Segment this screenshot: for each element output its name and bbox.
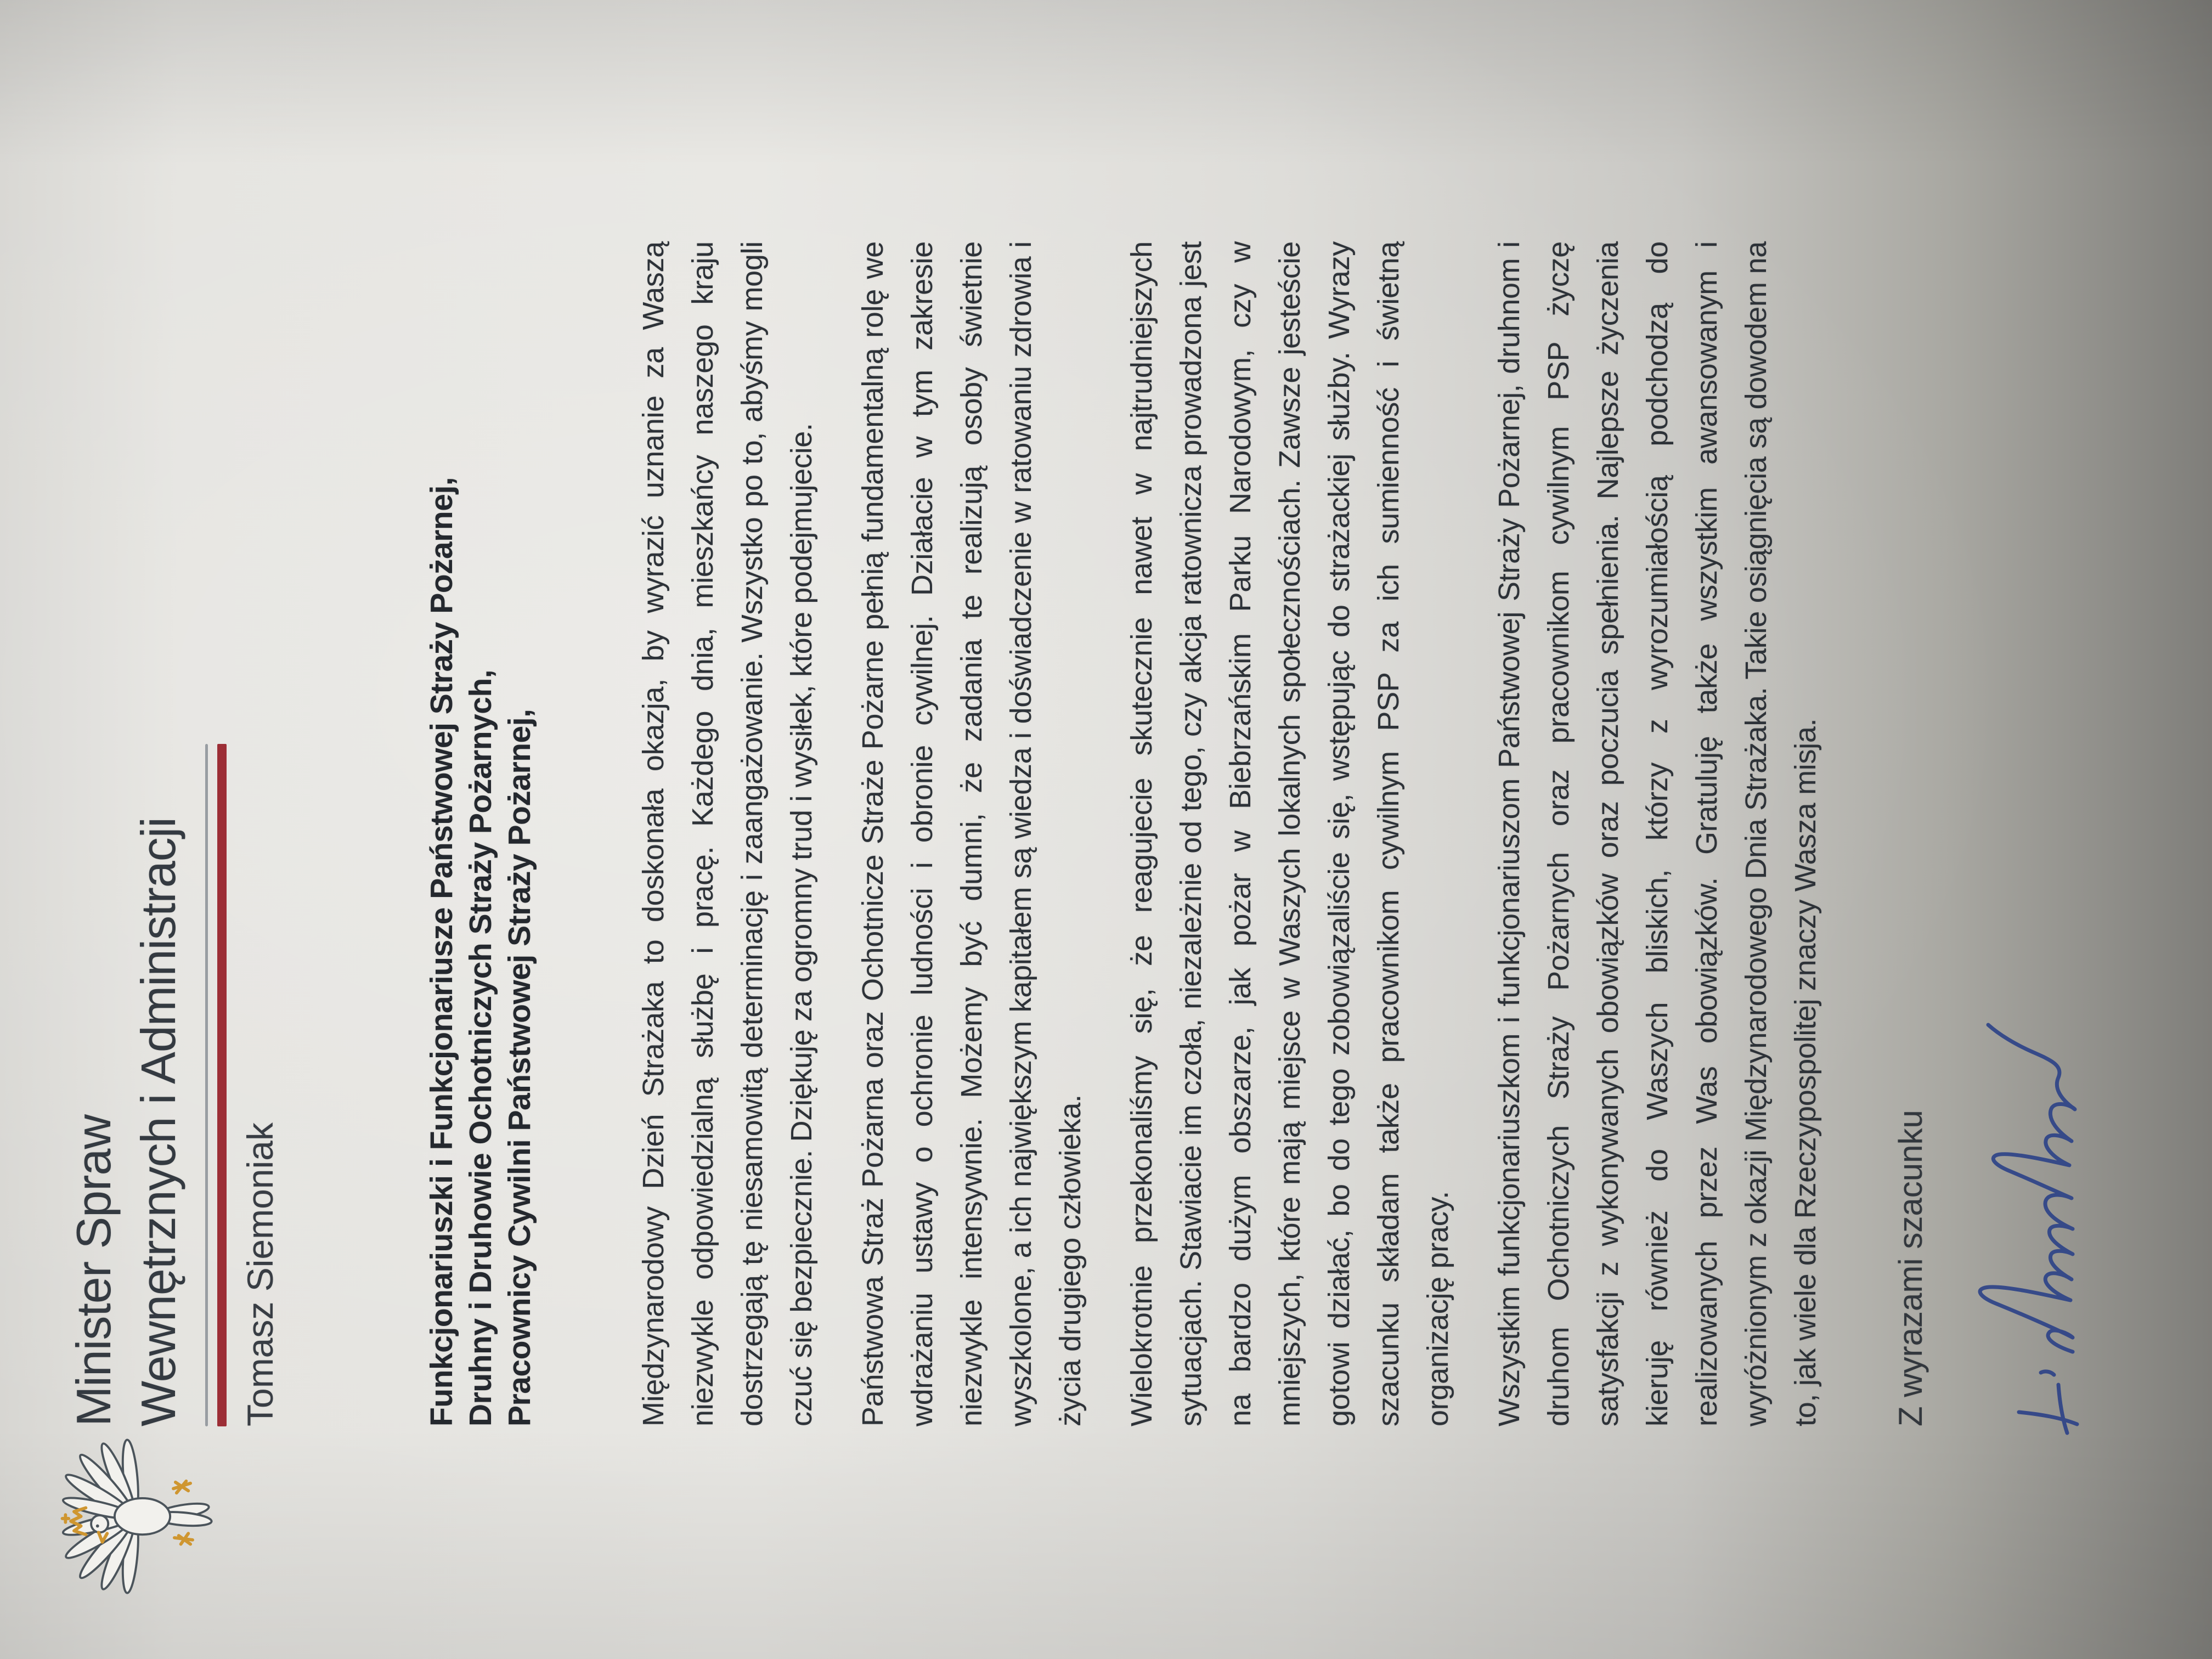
- paragraph-3: Wielokrotnie przekonaliśmy się, że reagujecie skutecznie nawet w najtrudniejszych sytuacjach. Stawiacie im czoła, niezależnie od tego, czy akcja ratownicza prowadzona jest na bardzo dużym obszarze, jak pożar w Biebrzańskim Parku Narodowym, czy w mniejszych, które mają miejsce w Waszych lokalnych społecznościach. Zawsze jesteście gotowi działać, bo do tego zobowiązaliście się, wstępując do strażackiej służby. Wyrazy szacunku składam także pracownikom cywilnym PSP za ich sumienność i świetną organizację pracy.: [1125, 241, 1454, 1426]
- salutation-line: Druhny i Druhowie Ochotniczych Straży Pożarnych,: [463, 669, 498, 1426]
- paragraph-1: Międzynarodowy Dzień Strażaka to doskonała okazja, by wyrazić uznanie za Waszą niezwykle odpowiedzialną służbę i pracę. Każdego dnia, mieszkańcy naszego kraju dostrzegają tę niesamowitą determinację i zaangażowanie. Wszystko po to, abyśmy mogli czuć się bezpiecznie. Dziękuję za ogromny trud i wysiłek, które podejmujecie.: [637, 241, 818, 1426]
- paragraph-2: Państwowa Straż Pożarna oraz Ochotnicze Straże Pożarne pełnią fundamentalną rolę we wdrażaniu ustawy o ochronie ludności i obronie cywilnej. Działacie w tym zakresie niezwykle intensywnie. Możemy być dumni, że zadania te realizują osoby świetnie wyszkolone, a ich największym kapitałem są wiedza i doświadczenie w ratowaniu zdrowia i życia drugiego człowieka.: [856, 241, 1087, 1426]
- letterhead-rule-red: [217, 744, 227, 1426]
- letter-body: [629, 241, 1852, 1426]
- valediction: Z wyrazami szacunku: [1892, 1110, 1929, 1426]
- salutation-block: [422, 477, 539, 1426]
- polish-eagle-coat-of-arms-icon: [53, 1437, 213, 1598]
- letterhead-rule-gray: [205, 744, 208, 1426]
- letterhead-title-line2: Wewnętrznych i Administracji: [131, 817, 185, 1426]
- minister-name: Tomasz Siemoniak: [240, 1122, 280, 1426]
- salutation-line: Funkcjonariuszki i Funkcjonariusze Państwowej Straży Pożarnej,: [424, 477, 459, 1426]
- paragraph-4: Wszystkim funkcjonariuszkom i funkcjonariuszom Państwowej Straży Pożarnej, druhnom i druhom Ochotniczych Straży Pożarnych oraz pracownikom cywilnym PSP życzę satysfakcji z wykonywanych obowiązków oraz poczucia spełnienia. Najlepsze życzenia kieruję również do Waszych bliskich, którzy z wyrozumiałością podchodzą do realizowanych przez Was obowiązków. Gratuluję także wszystkim awansowanym i wyróżnionym z okazji Międzynarodowego Dnia Strażaka. Takie osiągnięcia są dowodem na to, jak wiele dla Rzeczypospolitej znaczy Wasza misja.: [1493, 241, 1822, 1426]
- handwritten-signature-icon: [1964, 1002, 2101, 1441]
- letterhead-title: [61, 817, 191, 1426]
- salutation-line: Pracownicy Cywilni Państwowej Straży Pożarnej,: [502, 709, 537, 1426]
- letterhead-title-line1: Minister Spraw: [66, 1115, 121, 1426]
